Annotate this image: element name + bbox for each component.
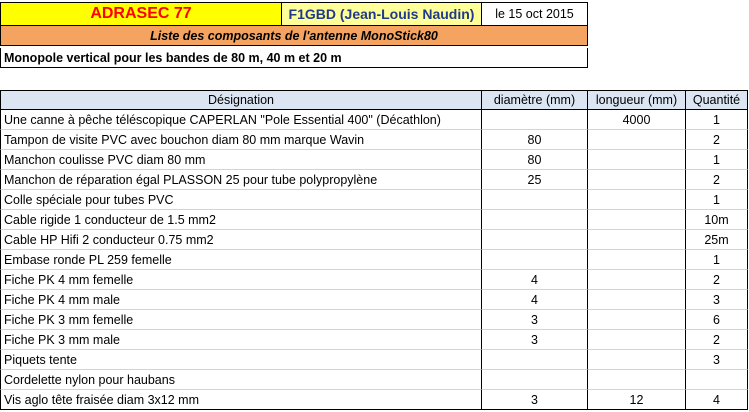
- table-row: [0, 110, 748, 130]
- table-row: [0, 170, 748, 190]
- diameter-cell: [482, 210, 588, 230]
- length-cell: [588, 310, 686, 330]
- diameter-cell: [482, 370, 588, 390]
- designation-cell: Fiche PK 3 mm femelle: [0, 310, 482, 330]
- diameter-cell: [482, 350, 588, 370]
- diameter-cell: 4: [482, 270, 588, 290]
- table-row: [0, 390, 748, 410]
- diameter-cell: [482, 110, 588, 130]
- length-cell: [588, 330, 686, 350]
- quantity-cell: 1: [686, 250, 748, 270]
- diameter-cell: 80: [482, 130, 588, 150]
- diameter-cell: 4: [482, 290, 588, 310]
- designation-cell: Manchon de réparation égal PLASSON 25 pour tube polypropylène: [0, 170, 482, 190]
- description-cell: Monopole vertical pour les bandes de 80 m, 40 m et 20 m: [0, 48, 588, 68]
- diameter-cell: 3: [482, 310, 588, 330]
- col-header-diameter: diamètre (mm): [482, 90, 588, 110]
- quantity-cell: 2: [686, 170, 748, 190]
- diameter-cell: 3: [482, 330, 588, 350]
- table-row: [0, 370, 748, 390]
- quantity-cell: [686, 370, 748, 390]
- quantity-cell: 4: [686, 390, 748, 410]
- quantity-cell: 2: [686, 270, 748, 290]
- length-cell: [588, 210, 686, 230]
- col-header-length: longueur (mm): [588, 90, 686, 110]
- diameter-cell: [482, 250, 588, 270]
- quantity-cell: 3: [686, 350, 748, 370]
- designation-cell: Embase ronde PL 259 femelle: [0, 250, 482, 270]
- quantity-cell: 25m: [686, 230, 748, 250]
- table-row: [0, 150, 748, 170]
- table-row: [0, 250, 748, 270]
- table-header-row: [0, 90, 748, 110]
- length-cell: [588, 270, 686, 290]
- col-header-designation: Désignation: [0, 90, 482, 110]
- org-title: ADRASEC 77: [0, 2, 282, 26]
- length-cell: [588, 150, 686, 170]
- author-cell: F1GBD (Jean-Louis Naudin): [282, 2, 482, 26]
- designation-cell: Cable HP Hifi 2 conducteur 0.75 mm2: [0, 230, 482, 250]
- date-cell: le 15 oct 2015: [482, 2, 588, 26]
- table-row: [0, 350, 748, 370]
- length-cell: [588, 190, 686, 210]
- diameter-cell: [482, 190, 588, 210]
- designation-cell: Fiche PK 4 mm femelle: [0, 270, 482, 290]
- table-row: [0, 310, 748, 330]
- length-cell: [588, 370, 686, 390]
- diameter-cell: 80: [482, 150, 588, 170]
- title-row: [0, 2, 588, 26]
- designation-cell: Manchon coulisse PVC diam 80 mm: [0, 150, 482, 170]
- table-row: [0, 290, 748, 310]
- length-cell: [588, 250, 686, 270]
- subtitle-cell: Liste des composants de l'antenne MonoStick80: [0, 26, 588, 46]
- designation-cell: Colle spéciale pour tubes PVC: [0, 190, 482, 210]
- diameter-cell: 25: [482, 170, 588, 190]
- designation-cell: Fiche PK 3 mm male: [0, 330, 482, 350]
- length-cell: 12: [588, 390, 686, 410]
- quantity-cell: 2: [686, 330, 748, 350]
- table-row: [0, 270, 748, 290]
- description-row: [0, 48, 588, 68]
- designation-cell: Vis aglo tête fraisée diam 3x12 mm: [0, 390, 482, 410]
- length-cell: [588, 170, 686, 190]
- designation-cell: Fiche PK 4 mm male: [0, 290, 482, 310]
- table-row: [0, 190, 748, 210]
- length-cell: [588, 130, 686, 150]
- length-cell: [588, 290, 686, 310]
- designation-cell: Cordelette nylon pour haubans: [0, 370, 482, 390]
- quantity-cell: 1: [686, 190, 748, 210]
- table-row: [0, 210, 748, 230]
- quantity-cell: 1: [686, 150, 748, 170]
- quantity-cell: 2: [686, 130, 748, 150]
- length-cell: [588, 230, 686, 250]
- table-row: [0, 230, 748, 250]
- col-header-quantity: Quantité: [686, 90, 748, 110]
- quantity-cell: 10m: [686, 210, 748, 230]
- diameter-cell: [482, 230, 588, 250]
- quantity-cell: 1: [686, 110, 748, 130]
- table-row: [0, 330, 748, 350]
- table-row: [0, 130, 748, 150]
- quantity-cell: 6: [686, 310, 748, 330]
- designation-cell: Une canne à pêche téléscopique CAPERLAN "Pole Essential 400" (Décathlon): [0, 110, 482, 130]
- designation-cell: Cable rigide 1 conducteur de 1.5 mm2: [0, 210, 482, 230]
- designation-cell: Piquets tente: [0, 350, 482, 370]
- designation-cell: Tampon de visite PVC avec bouchon diam 80 mm marque Wavin: [0, 130, 482, 150]
- quantity-cell: 3: [686, 290, 748, 310]
- subtitle-row: [0, 26, 588, 46]
- length-cell: [588, 350, 686, 370]
- diameter-cell: 3: [482, 390, 588, 410]
- length-cell: 4000: [588, 110, 686, 130]
